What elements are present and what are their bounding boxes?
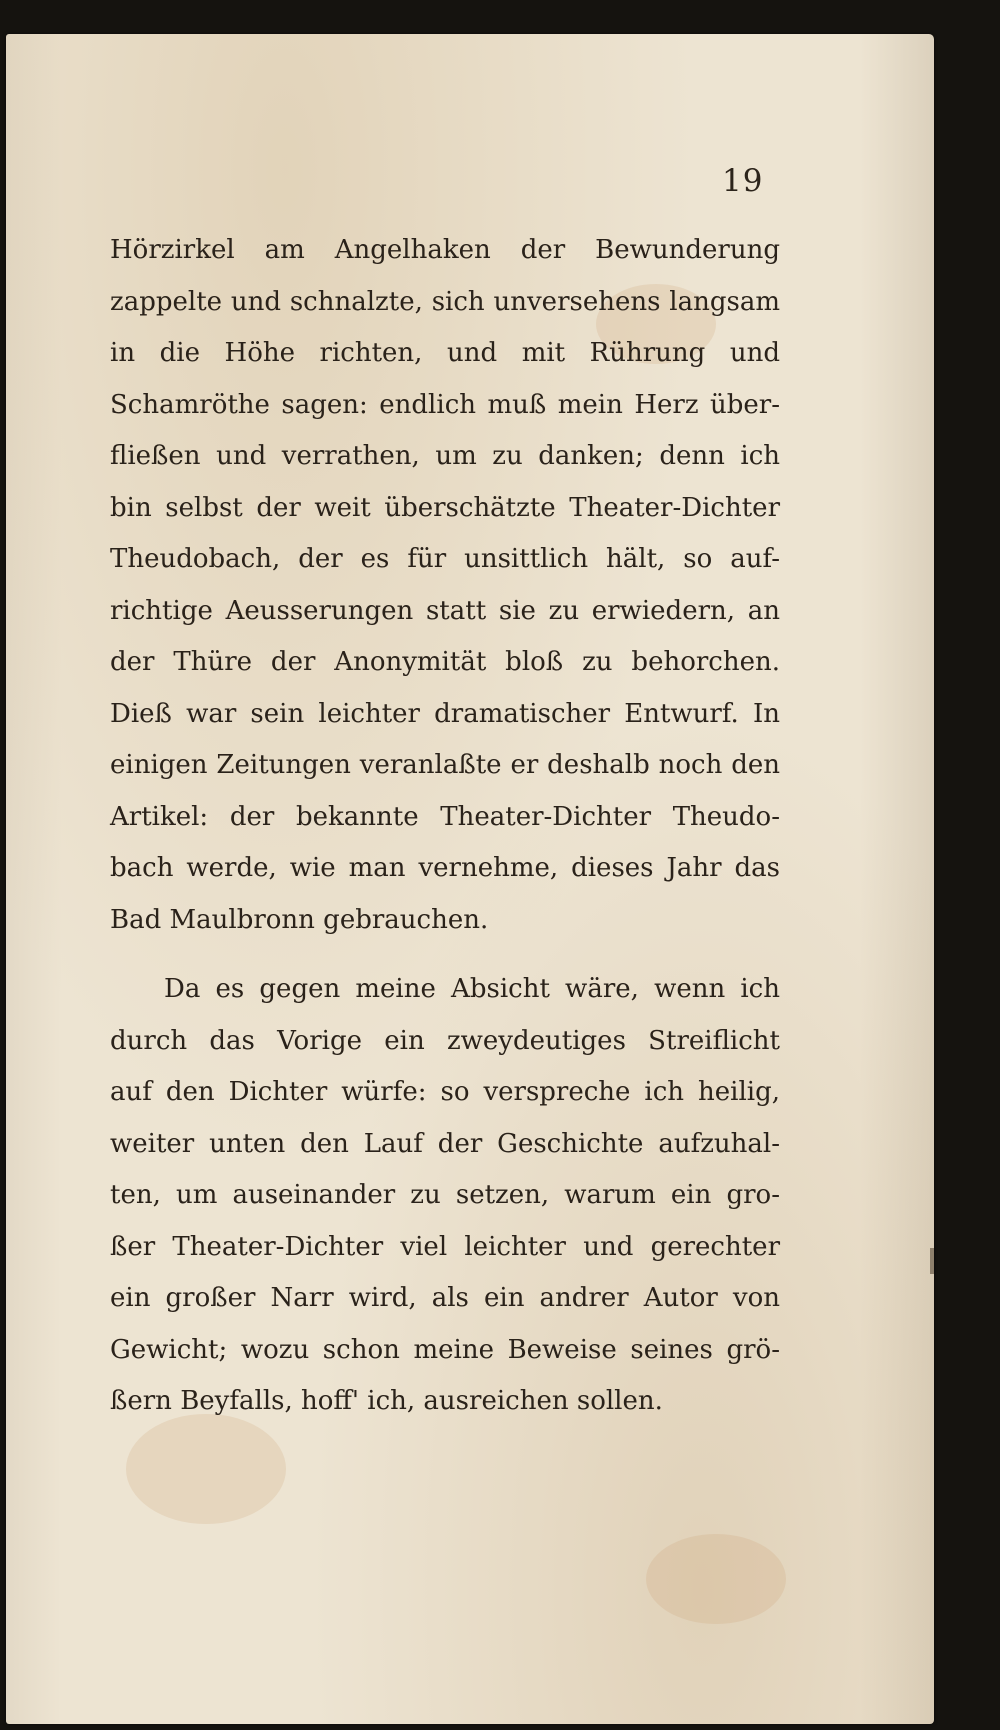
text-line: Hörzirkel am Angelhaken der Bewunderung bbox=[110, 235, 780, 265]
paragraph-1 bbox=[110, 225, 780, 946]
text-line: Theudobach, der es für unsittlich hält, so auf- bbox=[110, 544, 780, 574]
text-line: der Thüre der Anonymität bloß zu behorchen. bbox=[110, 647, 780, 677]
text-line: Da es gegen meine Absicht wäre, wenn ich bbox=[164, 974, 780, 1004]
text-line: richtige Aeusserungen statt sie zu erwiedern, an bbox=[110, 595, 780, 626]
text-line: bach werde, wie man vernehme, dieses Jahr das bbox=[110, 853, 780, 883]
paragraph-2 bbox=[110, 964, 780, 1428]
text-line: auf den Dichter würfe: so verspreche ich heilig, bbox=[110, 1077, 780, 1107]
text-line: weiter unten den Lauf der Geschichte aufzuhal- bbox=[110, 1128, 780, 1159]
text-line: Bad Maulbronn gebrauchen. bbox=[110, 904, 489, 935]
text-line: ßern Beyfalls, hoff' ich, ausreichen sollen. bbox=[110, 1386, 663, 1416]
paragraph-gap bbox=[110, 946, 780, 964]
text-line: ßer Theater-Dichter viel leichter und gerechter bbox=[110, 1231, 780, 1262]
text-line: Dieß war sein leichter dramatischer Entwurf. In bbox=[110, 698, 780, 729]
text-line: ten, um auseinander zu setzen, warum ein gro- bbox=[110, 1180, 780, 1210]
text-line: Artikel: der bekannte Theater-Dichter Theudo- bbox=[110, 801, 780, 832]
body-text bbox=[110, 225, 780, 1428]
text-line: in die Höhe richten, und mit Rührung und bbox=[110, 338, 780, 368]
text-line: Gewicht; wozu schon meine Beweise seines grö- bbox=[110, 1334, 780, 1365]
paper-stain bbox=[646, 1534, 786, 1624]
page-edge-mark bbox=[930, 1248, 934, 1274]
text-line: zappelte und schnalzte, sich unversehens langsam bbox=[110, 286, 780, 317]
text-line: ein großer Narr wird, als ein andrer Autor von bbox=[110, 1283, 780, 1313]
text-line: durch das Vorige ein zweydeutiges Streiflicht bbox=[110, 1025, 780, 1056]
text-line: einigen Zeitungen veranlaßte er deshalb noch den bbox=[110, 750, 780, 780]
text-line: Schamröthe sagen: endlich muß mein Herz über- bbox=[110, 389, 780, 420]
text-line: bin selbst der weit überschätzte Theater-Dichter bbox=[110, 492, 780, 523]
text-line: fließen und verrathen, um zu danken; denn ich bbox=[110, 441, 780, 471]
page-number: 19 bbox=[722, 163, 764, 199]
paper-stain bbox=[126, 1414, 286, 1524]
